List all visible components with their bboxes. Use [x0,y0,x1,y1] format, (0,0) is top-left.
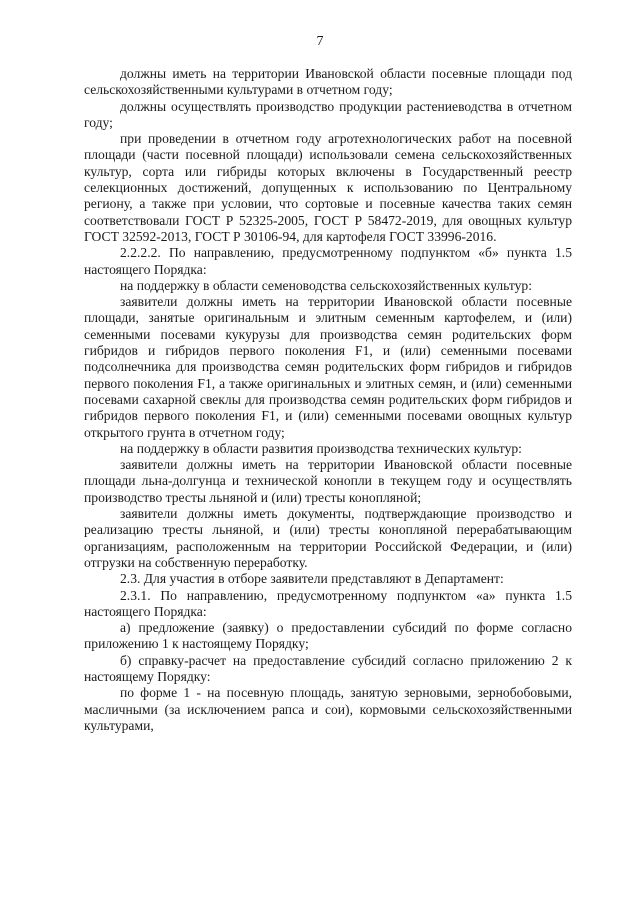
paragraph: заявители должны иметь документы, подтверждающие производство и реализацию тресты льняной, и (или) тресты конопляной перерабатывающим организациям, расположенным на территории Российской Федерации, и (или) отгрузки на собственную переработку. [84,506,572,570]
paragraph: должны иметь на территории Ивановской области посевные площади под сельскохозяйственными культурами в отчетном году; [84,66,572,98]
paragraph: при проведении в отчетном году агротехнологических работ на посевной площади (части посевной площади) использовали семена сельскохозяйственных культур, сорта или гибриды которых включены в Государственный реестр селекционных достижений, допущенных к использованию по Центральному региону, а также при условии, что сортовые и посевные качества таких семян соответствовали ГОСТ Р 52325-2005, ГОСТ Р 58472-2019, для овощных культур ГОСТ 32592-2013, ГОСТ Р 30106-94, для картофеля ГОСТ 33996-2016. [84,131,572,244]
paragraph: б) справку-расчет на предоставление субсидий согласно приложению 2 к настоящему Порядку: [84,652,572,684]
paragraph: на поддержку в области развития производства технических культур: [120,440,522,456]
paragraph: на поддержку в области семеноводства сельскохозяйственных культур: [120,277,532,293]
paragraph: заявители должны иметь на территории Ивановской области посевные площади льна-долгунца и технической конопли в текущем году и осуществлять производство тресты льняной и (или) тресты конопляной; [84,457,572,505]
paragraph: должны осуществлять производство продукции растениеводства в отчетном году; [84,98,572,130]
paragraph: 2.3.1. По направлению, предусмотренному подпунктом «а» пункта 1.5 настоящего Порядка: [84,587,572,619]
paragraph: а) предложение (заявку) о предоставлении субсидий по форме согласно приложению 1 к настоящему Порядку; [84,620,572,652]
paragraph: 2.3. Для участия в отборе заявители представляют в Департамент: [120,571,504,587]
page-number: 7 [316,34,324,49]
paragraph: по форме 1 - на посевную площадь, занятую зерновыми, зернобобовыми, масличными (за исключением рапса и сои), кормовыми сельскохозяйственными культурами, [84,685,572,733]
paragraph: заявители должны иметь на территории Ивановской области посевные площади, занятые оригинальным и элитным семенным картофелем, и (или) семенными посевами кукурузы для производства семян родительских форм гибридов и гибридов первого поколения F1, и (или) семенными посевами подсолнечника для производства семян родительских форм гибридов и гибридов первого поколения F1, а также оригинальных и элитных семян, и (или) семенными посевами сахарной свеклы для производства семян родительских форм гибридов и гибридов первого поколения F1, и (или) семенными посевами овощных культур открытого грунта в отчетном году; [84,294,572,440]
document-body [84,66,572,734]
paragraph: 2.2.2.2. По направлению, предусмотренному подпунктом «б» пункта 1.5 настоящего Порядка: [84,245,572,277]
